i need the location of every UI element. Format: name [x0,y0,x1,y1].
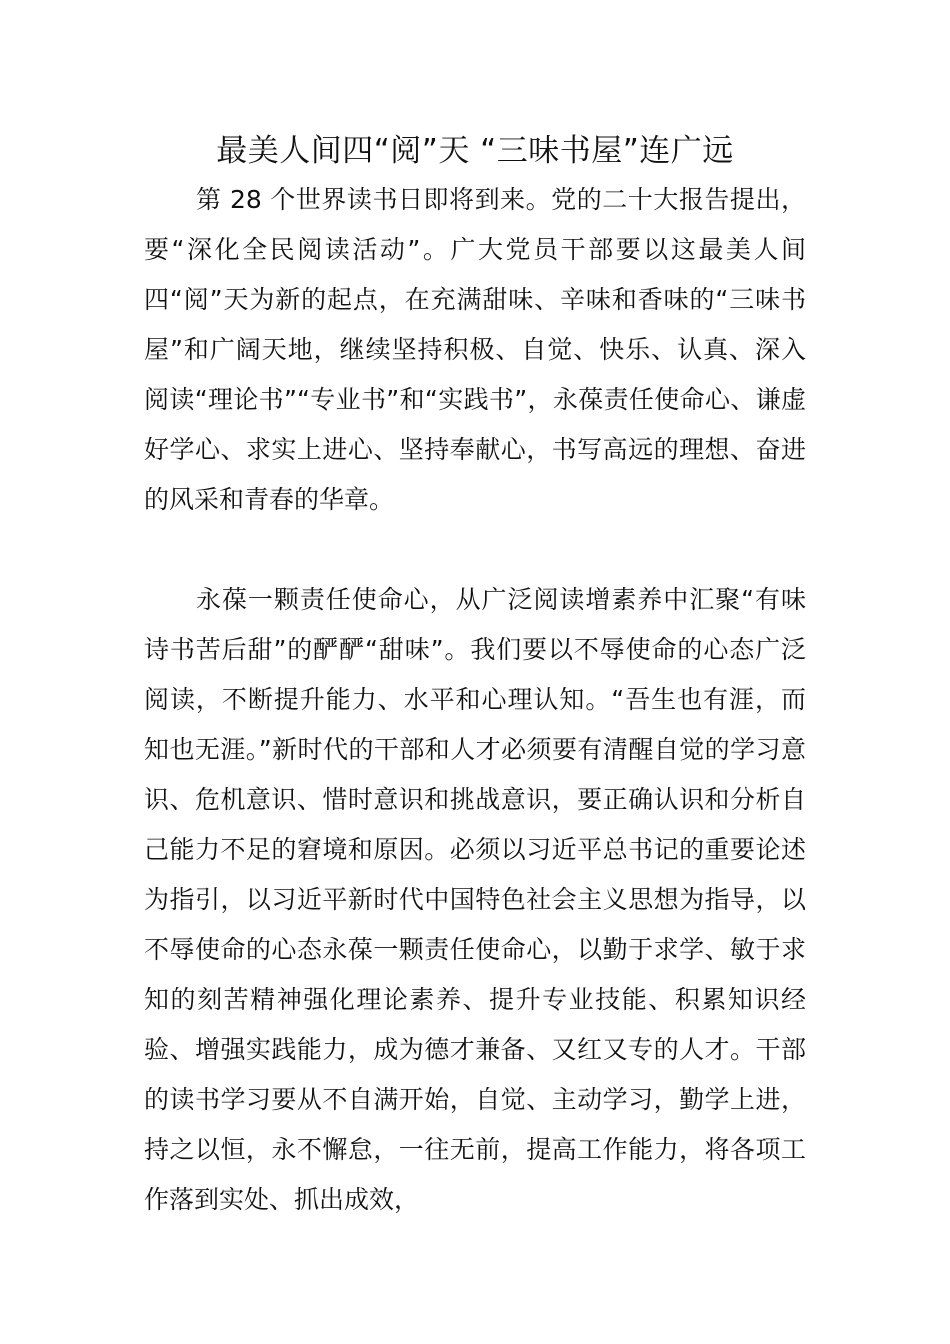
paragraph-responsibility: 永葆一颗责任使命心，从广泛阅读增素养中汇聚“有味诗书苦后甜”的酽酽“甜味”。我们要以不辱使命的心态广泛阅读，不断提升能力、水平和心理认知。“吾生也有涯，而知也无涯。”新时代的干部和人才必须要有清醒自觉的学习意识、危机意识、惜时意识和挑战意识，要正确认识和分析自己能力不足的窘境和原因。必须以习近平总书记的重要论述为指引，以习近平新时代中国特色社会主义思想为指导，以不辱使命的心态永葆一颗责任使命心，以勤于求学、敏于求知的刻苦精神强化理论素养、提升专业技能、积累知识经验、增强实践能力，成为德才兼备、又红又专的人才。干部的读书学习要从不自满开始，自觉、主动学习，勤学上进，持之以恒，永不懈怠，一往无前，提高工作能力，将各项工作落到实处、抓出成效， [144,585,806,1214]
document-title: 最美人间四“阅”天 “三味书屋”连广远 [216,133,734,169]
paragraph-intro: 第 28 个世界读书日即将到来。党的二十大报告提出，要“深化全民阅读活动”。广大党员干部要以这最美人间四“阅”天为新的起点，在充满甜味、辛味和香味的“三味书屋”和广阔天地，继续坚持积极、自觉、快乐、认真、深入阅读“理论书”“专业书”和“实践书”，永葆责任使命心、谦虚好学心、求实上进心、坚持奉献心，书写高远的理想、奋进的风采和青春的华章。 [144,185,806,514]
document-body [144,175,806,1225]
